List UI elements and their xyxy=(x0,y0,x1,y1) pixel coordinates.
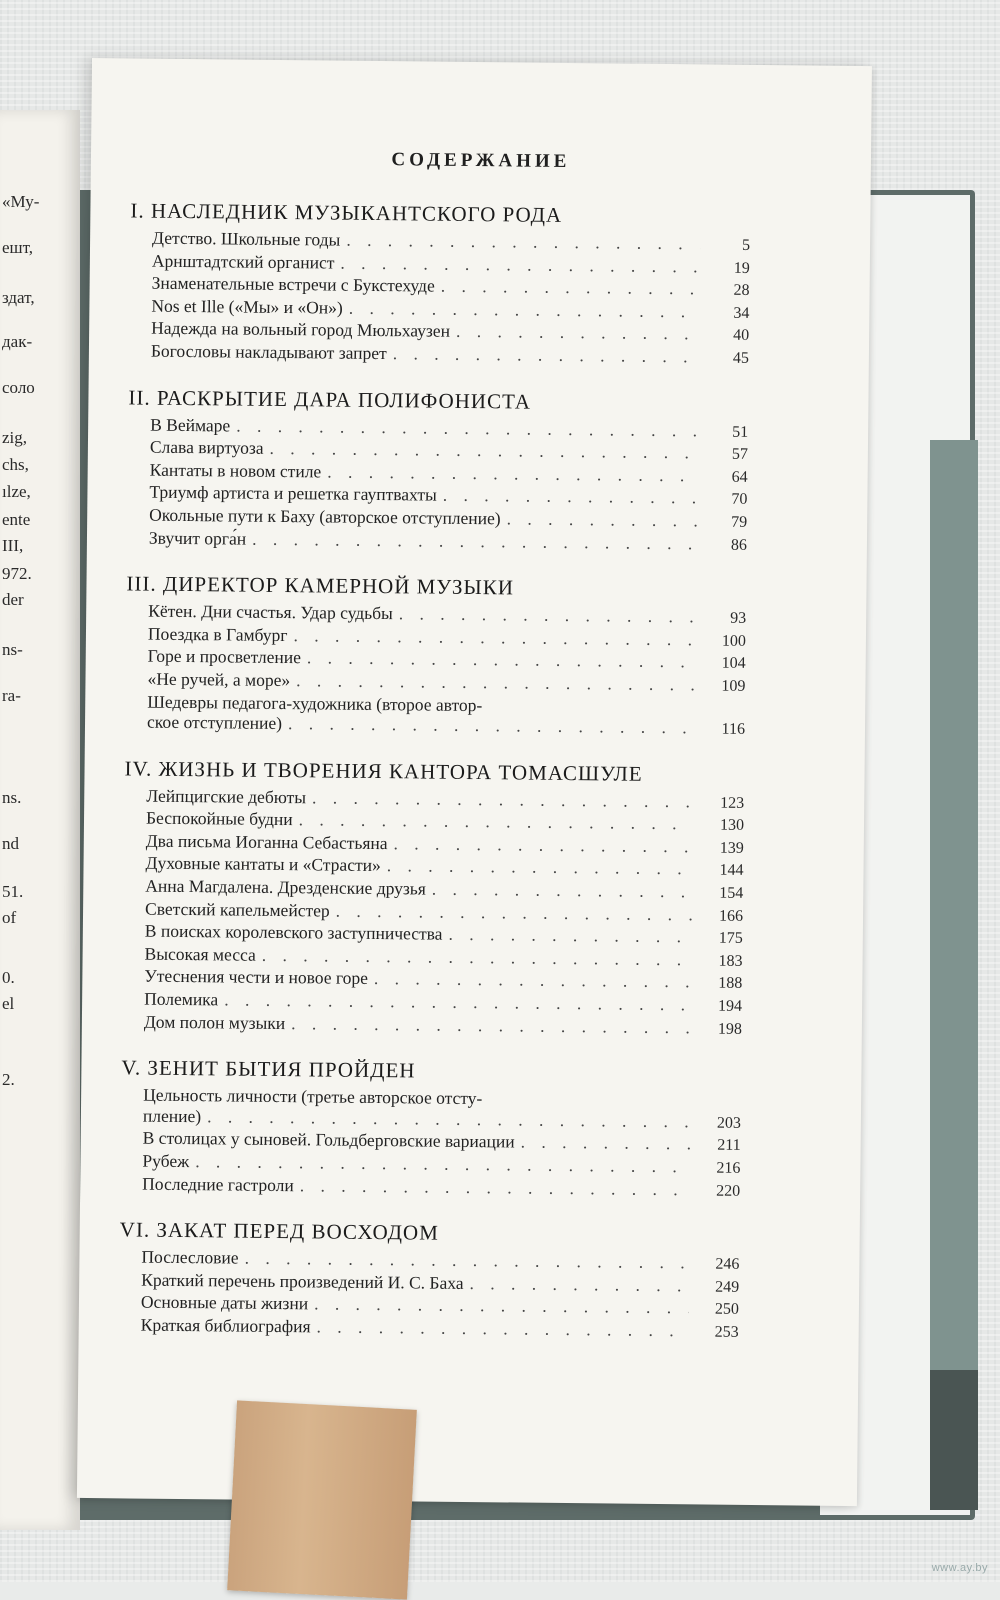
toc-entry-title: Кётен. Дни счастья. Удар судьбы xyxy=(148,601,393,624)
toc-entry-title: Рубеж xyxy=(142,1151,189,1172)
previous-page-text-fragment: 972. xyxy=(2,564,32,584)
toc-entry-page-number: 220 xyxy=(696,1181,740,1202)
toc-entry-title: Высокая месса xyxy=(145,943,256,965)
toc-entry-title: Nos et Ille («Мы» и «Он») xyxy=(151,295,343,318)
toc-entry-page-number: 130 xyxy=(700,816,744,837)
toc-entry-page-number: 250 xyxy=(695,1300,739,1321)
leader-dots xyxy=(312,787,694,812)
toc-entry-title: Поездка в Гамбург xyxy=(148,623,288,645)
toc-entry-title: Последние гастроли xyxy=(142,1173,294,1195)
leader-dots xyxy=(387,856,694,880)
leader-dots xyxy=(399,603,697,627)
chapter-heading: I. НАСЛЕДНИК МУЗЫКАНТСКОГО РОДА xyxy=(130,198,750,229)
toc-entry-page-number: 144 xyxy=(699,861,743,882)
leader-dots xyxy=(224,989,692,1014)
toc-entry-page-number: 175 xyxy=(699,929,743,950)
leader-dots xyxy=(521,1132,691,1154)
toc-entry-title: Горе и просветление xyxy=(148,646,301,668)
leader-dots xyxy=(346,230,700,254)
toc-entry-title: Краткая библиография xyxy=(141,1315,311,1337)
leader-dots xyxy=(456,321,699,344)
toc-entry-title: Цельность личности (третье авторское отсту- xyxy=(143,1085,482,1109)
previous-page-text-fragment: дак- xyxy=(2,332,32,352)
toc-entry-page-number: 40 xyxy=(705,326,749,347)
leader-dots xyxy=(469,1273,689,1296)
toc-entry-page-number: 100 xyxy=(702,631,746,652)
book-cover-stripe xyxy=(930,440,978,1370)
book-cover-dark-band xyxy=(930,1370,978,1510)
previous-page-text-fragment: III, xyxy=(2,536,23,556)
previous-page-text-fragment: ешт, xyxy=(2,238,33,258)
toc-entry-page-number: 45 xyxy=(705,348,749,369)
previous-page-text-fragment: ra- xyxy=(2,686,21,706)
toc-entry-title: Шедевры педагога-художника (второе автор- xyxy=(147,691,482,715)
chapter-heading: VI. ЗАКАТ ПЕРЕД ВОСХОДОМ xyxy=(120,1218,740,1249)
previous-page-text-fragment: ns- xyxy=(2,640,23,660)
leader-dots xyxy=(252,528,697,553)
previous-page-text-fragment: chs, xyxy=(2,455,29,475)
toc-entry-title: Звучит орга́н xyxy=(149,527,246,549)
table-of-contents xyxy=(119,198,751,1343)
previous-page-text-fragment: zig, xyxy=(2,428,27,448)
toc-entry-title: Слава виртуоза xyxy=(150,437,264,459)
previous-page-text-fragment: ılze, xyxy=(2,482,31,502)
toc-entry-page-number: 203 xyxy=(697,1113,741,1134)
toc-entry-title: Светский капельмейстер xyxy=(145,898,330,921)
toc-entry-page-number: 109 xyxy=(701,676,745,697)
leader-dots xyxy=(448,924,693,947)
leader-dots xyxy=(245,1248,690,1273)
toc-entry-page-number: 188 xyxy=(698,974,742,995)
previous-page xyxy=(0,110,80,1530)
leader-dots xyxy=(314,1294,689,1319)
toc-entry-page-number: 246 xyxy=(695,1255,739,1276)
leader-dots xyxy=(269,438,698,463)
toc-entry-page-number: 70 xyxy=(703,490,747,511)
toc-entry-title: Утеснения чести и новое горе xyxy=(144,966,368,989)
previous-page-text-fragment: nd xyxy=(2,834,19,854)
toc-entry-title: Арнштадтский органист xyxy=(152,250,335,273)
toc-entry-page-number: 211 xyxy=(697,1136,741,1157)
toc-entry-page-number: 57 xyxy=(704,445,748,466)
page-title: СОДЕРЖАНИЕ xyxy=(91,146,871,176)
toc-entry-title: Детство. Школьные годы xyxy=(152,228,340,251)
toc-entry-title: Основные даты жизни xyxy=(141,1292,308,1314)
leader-dots xyxy=(340,252,700,276)
toc-entry-page-number: 253 xyxy=(695,1322,739,1343)
toc-entry-title: Духовные кантаты и «Страсти» xyxy=(145,853,380,876)
chapter-heading: III. ДИРЕКТОР КАМЕРНОЙ МУЗЫКИ xyxy=(126,572,746,603)
chapter-heading: II. РАСКРЫТИЕ ДАРА ПОЛИФОНИСТА xyxy=(128,385,748,416)
wooden-bookmark[interactable] xyxy=(227,1400,417,1599)
toc-entry-title: В Веймаре xyxy=(150,414,230,435)
toc-entry-page-number: 86 xyxy=(703,535,747,556)
toc-entry-page-number: 194 xyxy=(698,996,742,1017)
previous-page-text-fragment: ente xyxy=(2,510,30,530)
toc-entry-page-number: 79 xyxy=(703,512,747,533)
previous-page-text-fragment: of xyxy=(2,908,16,928)
leader-dots xyxy=(262,945,693,970)
toc-entry-title: Кантаты в новом стиле xyxy=(150,459,322,481)
leader-dots xyxy=(291,1013,692,1038)
toc-entry-title: Анна Магдалена. Дрезденские друзья xyxy=(145,876,426,900)
leader-dots xyxy=(327,461,698,485)
leader-dots xyxy=(299,809,695,834)
chapter-heading: V. ЗЕНИТ БЫТИЯ ПРОЙДЕН xyxy=(121,1056,741,1087)
toc-entry-page-number: 154 xyxy=(699,883,743,904)
leader-dots xyxy=(307,648,696,673)
toc-entry-title: В столицах у сыновей. Гольдберговские вариации xyxy=(143,1128,515,1152)
toc-entry-page-number: 34 xyxy=(705,303,749,324)
toc-entry-title: «Не ручей, а море» xyxy=(147,669,290,691)
toc-entry-page-number: 19 xyxy=(706,258,750,279)
leader-dots xyxy=(288,713,695,738)
toc-entry-page-number: 93 xyxy=(702,609,746,630)
toc-entry-title: Лейпцигские дебюты xyxy=(146,785,306,807)
toc-entry-title: В поисках королевского заступничества xyxy=(145,921,443,945)
toc-entry-title: Надежда на вольный город Мюльхаузен xyxy=(151,318,450,342)
previous-page-text-fragment: соло xyxy=(2,378,35,398)
leader-dots xyxy=(236,415,698,440)
toc-entry-title: Послесловие xyxy=(141,1247,238,1269)
toc-entry-page-number: 183 xyxy=(698,951,742,972)
leader-dots xyxy=(507,508,698,531)
toc-entry-page-number: 198 xyxy=(698,1019,742,1040)
leader-dots xyxy=(300,1175,691,1200)
toc-entry-title: ское отступление) xyxy=(147,712,282,734)
leader-dots xyxy=(432,879,694,902)
toc-entry-title: Знаменательные встречи с Букстехуде xyxy=(152,273,435,297)
toc-entry-page-number: 5 xyxy=(706,235,750,256)
toc-entry-title: Окольные пути к Баху (авторское отступление) xyxy=(149,505,501,529)
watermark: www.ay.by xyxy=(932,1562,988,1574)
previous-page-text-fragment: 51. xyxy=(2,882,23,902)
toc-entry-title: Дом полон музыки xyxy=(144,1011,285,1033)
toc-entry-page-number: 249 xyxy=(695,1277,739,1298)
leader-dots xyxy=(441,276,700,299)
chapter-heading: IV. ЖИЗНЬ И ТВОРЕНИЯ КАНТОРА ТОМАСШУЛЕ xyxy=(124,756,744,787)
toc-entry-page-number: 123 xyxy=(700,793,744,814)
toc-entry-title: Триумф артиста и решетка гауптвахты xyxy=(149,482,437,506)
leader-dots xyxy=(393,343,699,367)
leader-dots xyxy=(349,297,700,321)
previous-page-text-fragment: ns. xyxy=(2,788,21,808)
toc-entry-page-number: 64 xyxy=(704,467,748,488)
toc-entry-page-number: 166 xyxy=(699,906,743,927)
previous-page-text-fragment: el xyxy=(2,994,14,1014)
toc-entry-title: Беспокойные будни xyxy=(146,808,293,830)
previous-page-text-fragment: 0. xyxy=(2,968,15,988)
toc-entry-page-number: 116 xyxy=(701,720,745,741)
previous-page-text-fragment: 2. xyxy=(2,1070,15,1090)
toc-entry-page-number: 51 xyxy=(704,422,748,443)
contents-page xyxy=(77,58,872,1506)
previous-page-text-fragment: здат, xyxy=(2,288,35,308)
leader-dots xyxy=(443,485,698,508)
leader-dots xyxy=(336,900,694,924)
leader-dots xyxy=(374,968,693,992)
toc-entry-title: Полемика xyxy=(144,989,218,1010)
toc-entry-page-number: 216 xyxy=(696,1158,740,1179)
leader-dots xyxy=(207,1106,691,1132)
toc-entry-page-number: 104 xyxy=(702,654,746,675)
leader-dots xyxy=(195,1151,690,1177)
leader-dots xyxy=(296,670,695,695)
leader-dots xyxy=(316,1316,688,1340)
leader-dots xyxy=(293,625,696,650)
previous-page-text-fragment: der xyxy=(2,590,24,610)
previous-page-text-fragment: «Му- xyxy=(2,192,39,212)
toc-entry-title: Два письма Иоганна Себастьяна xyxy=(146,830,388,853)
toc-entry-title: Богословы накладывают запрет xyxy=(151,341,387,364)
toc-entry-title: пление) xyxy=(143,1105,201,1126)
toc-entry-page-number: 139 xyxy=(700,838,744,859)
toc-entry-page-number: 28 xyxy=(705,281,749,302)
leader-dots xyxy=(393,833,693,857)
toc-entry-title: Краткий перечень произведений И. С. Баха xyxy=(141,1269,464,1293)
